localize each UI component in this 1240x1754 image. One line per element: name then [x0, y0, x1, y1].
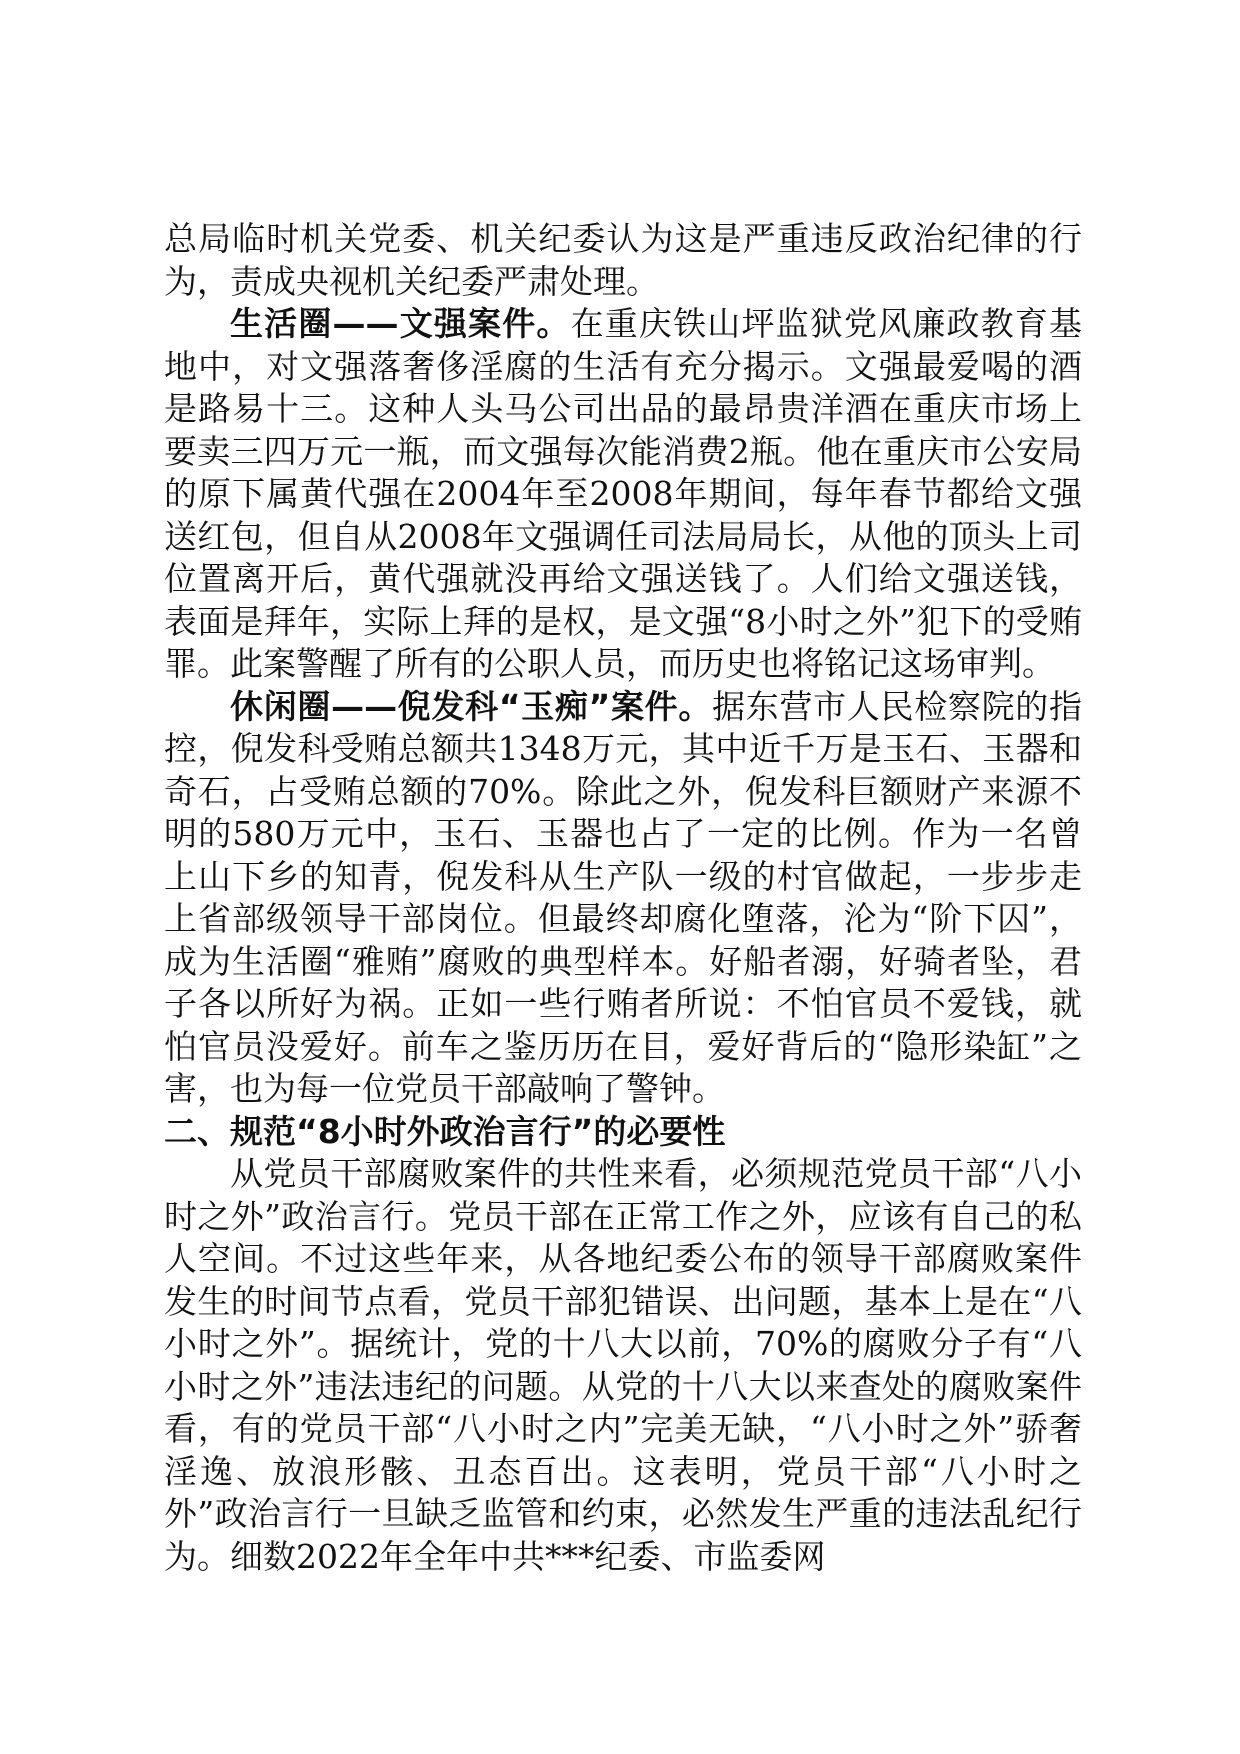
paragraph-wenqiang-case — [164, 303, 1082, 686]
paragraph-body-nifake: 据东营市人民检察院的指控，倪发科受贿总额共1348万元，其中近千万是玉石、玉器和奇石，占受贿总额的70%。除此之外，倪发科巨额财产来源不明的580万元中，玉石、玉器也占了一定的比例。作为一名曾上山下乡的知青，倪发科从生产队一级的村官做起，一步步走上省部级领导干部岗位。但最终却腐化堕落，沦为“阶下囚”，成为生活圈“雅贿”腐败的典型样本。好船者溺，好骑者坠，君子各以所好为祸。正如一些行贿者所说：不怕官员不爱钱，就怕官员没爱好。前车之鉴历历在目，爱好背后的“隐形染缸”之害，也为每一位党员干部敲响了警钟。 — [164, 686, 1082, 1108]
section-heading: 二、规范“8小时外政治言行”的必要性 — [164, 1111, 726, 1151]
paragraph-continuation: 总局临时机关党委、机关纪委认为这是严重违反政治纪律的行为，责成央视机关纪委严肃处理。 — [164, 219, 1082, 301]
paragraph-nifake-case — [164, 686, 1082, 1111]
paragraph-lead-nifake: 休闲圈——倪发科“玉痴”案件。 — [230, 686, 713, 726]
paragraph-body-wenqiang: 在重庆铁山坪监狱党风廉政教育基地中，对文强落奢侈淫腐的生活有充分揭示。文强最爱喝的酒是路易十三。这种人头马公司出品的最昂贵洋酒在重庆市场上要卖三四万元一瓶，而文强每次能消费2瓶。他在重庆市公安局的原下属黄代强在2004年至2008年期间，每年春节都给文强送红包，但自从2008年文强调任司法局局长，从他的顶头上司位置离开后，黄代强就没再给文强送钱了。人们给文强送钱，表面是拜年，实际上拜的是权，是文强“8小时之外”犯下的受贿罪。此案警醒了所有的公职人员，而历史也将铭记这场审判。 — [164, 304, 1083, 683]
document-body — [164, 218, 1082, 1578]
paragraph-necessity: 从党员干部腐败案件的共性来看，必须规范党员干部“八小时之外”政治言行。党员干部在正常工作之外，应该有自己的私人空间。不过这些年来，从各地纪委公布的领导干部腐败案件发生的时间节点看，党员干部犯错误、出问题，基本上是在“八小时之外”。据统计，党的十八大以前，70%的腐败分子有“八小时之外”违法违纪的问题。从党的十八大以来查处的腐败案件看，有的党员干部“八小时之内”完美无缺，“八小时之外”骄奢淫逸、放浪形骸、丑态百出。这表明，党员干部“八小时之外”政治言行一旦缺乏监管和约束，必然发生严重的违法乱纪行为。细数2022年全年中共***纪委、市监委网 — [164, 1154, 1082, 1576]
paragraph-lead-wenqiang: 生活圈——文强案件。 — [230, 304, 571, 343]
